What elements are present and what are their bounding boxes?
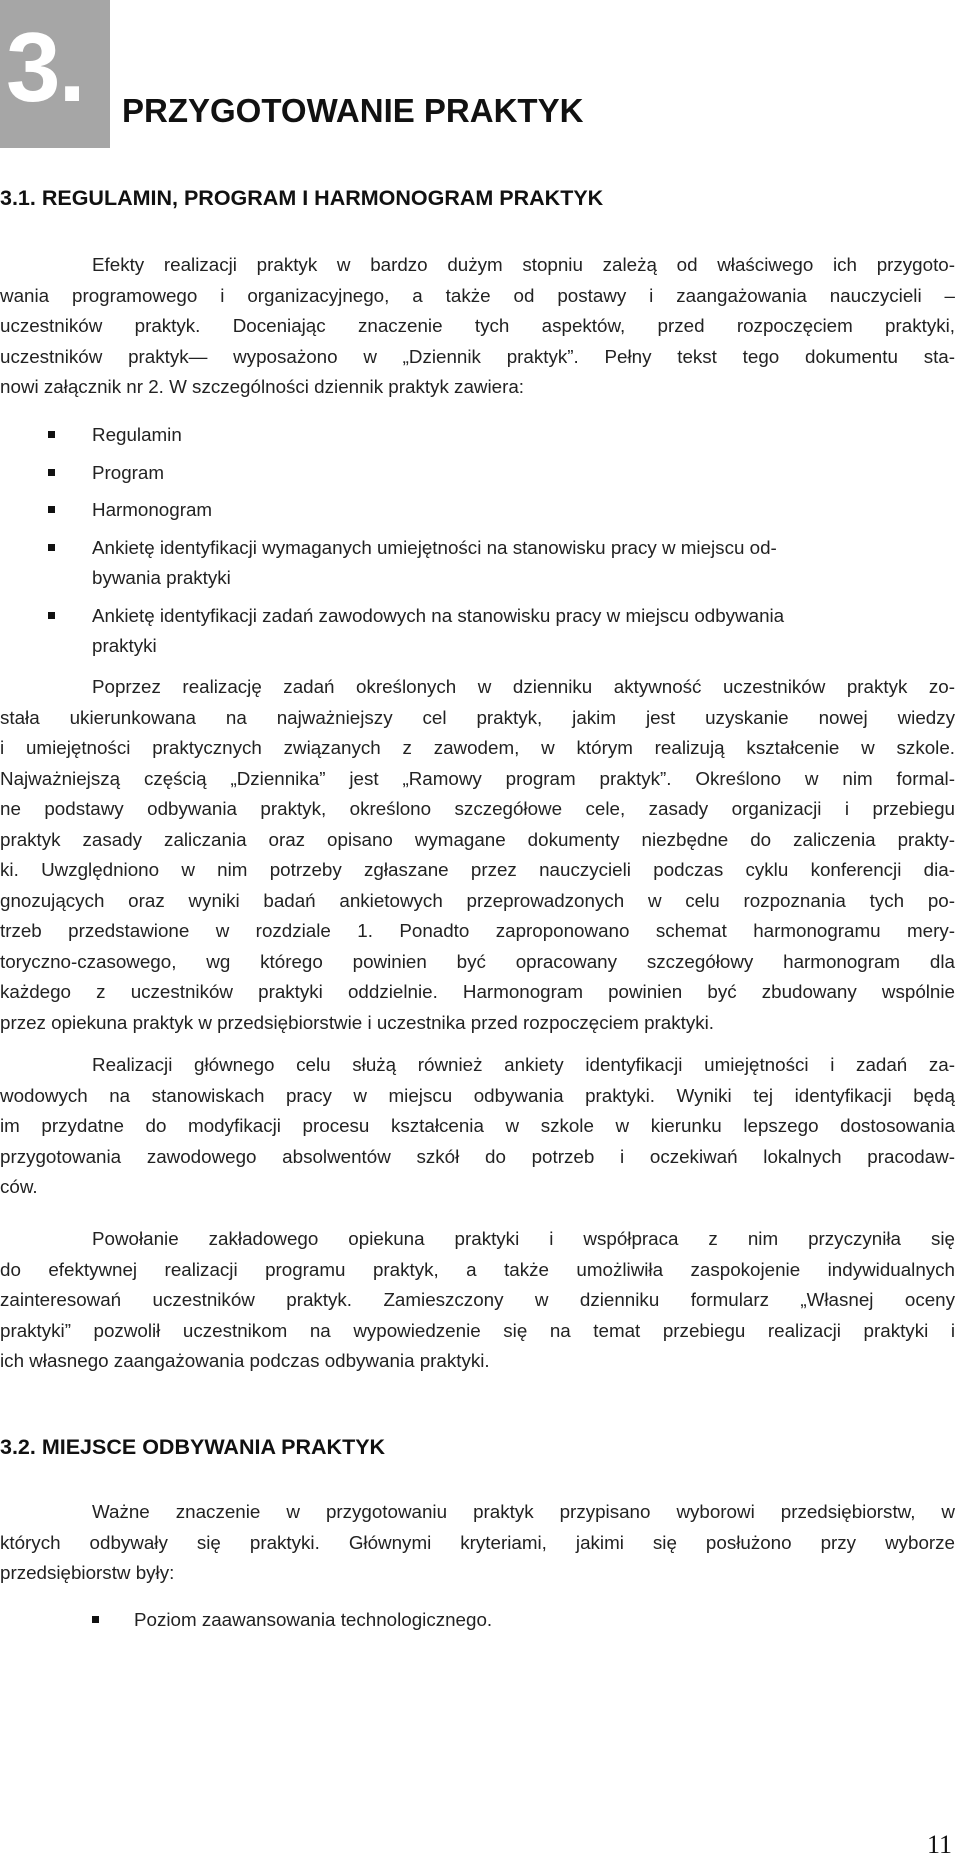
- section-heading-3-1: 3.1. REGULAMIN, PROGRAM I HARMONOGRAM PRAKTYK: [0, 186, 604, 210]
- list-item: Regulamin: [0, 420, 955, 451]
- list-item: Poziom zaawansowania technologicznego.: [0, 1605, 955, 1636]
- bullet-square-icon: [48, 544, 55, 551]
- bullet-square-icon: [48, 612, 55, 619]
- bullet-square-icon: [48, 506, 55, 513]
- page-number: 11: [926, 1830, 952, 1859]
- section2-paragraph-1: Ważne znaczenie w przygotowaniu praktyk przypisano wyborowi przedsiębiorstw, w których odbywały się praktyki. Głównymi kryteriami, jakimi się posłużono przy wyborze przedsiębiorstw były:: [0, 1501, 955, 1583]
- dziennik-contents-list: [0, 420, 955, 662]
- list-item: Ankietę identyfikacji wymaganych umiejętności na stanowisku pracy w miejscu od- bywania praktyki: [0, 533, 955, 594]
- bullet-square-icon: [48, 431, 55, 438]
- criteria-list: [0, 1605, 955, 1636]
- section-heading-3-2: 3.2. MIEJSCE ODBYWANIA PRAKTYK: [0, 1435, 386, 1459]
- chapter-title: PRZYGOTOWANIE PRAKTYK: [122, 92, 584, 129]
- section1-paragraph-2: Poprzez realizację zadań określonych w dzienniku aktywność uczestników praktyk zo- stała ukierunkowana na najważniejszy cel praktyk, jakim jest uzyskanie nowej wiedzy i umiejętności praktycznych związanych z zawodem, w którym realizują kształcenie w szkole. Najważniejszą częścią „Dziennika” jest „Ramowy program praktyk”. Określono w nim formal- ne podstawy odbywania praktyk, określono szczegółowe cele, zasady organizacji i przebiegu praktyk zasady zaliczania oraz opisano wymagane dokumenty niezbędne do zaliczenia prakty- ki. Uwzględniono w nim potrzeby zgłaszane przez nauczycieli podczas cyklu konferencji dia- gnozujących oraz wyniki badań ankietowych przeprowadzonych w celu rozpoznania tych po- trzeb przedstawione w rozdziale 1. Ponadto zaproponowano schemat harmonogramu mery- toryczno-czasowego, wg którego powinien być opracowany szczegółowy harmonogram dla każdego z uczestników praktyki oddzielnie. Harmonogram powinien być zbudowany wspólnie przez opiekuna praktyk w przedsiębiorstwie i uczestnika przed rozpoczęciem praktyki.: [0, 676, 955, 1033]
- bullet-square-icon: [48, 469, 55, 476]
- list-item: Program: [0, 458, 955, 489]
- bullet-square-icon: [92, 1616, 99, 1623]
- section1-paragraph-3: Realizacji głównego celu służą również ankiety identyfikacji umiejętności i zadań za- wodowych na stanowiskach pracy w miejscu odbywania praktyki. Wyniki tej identyfikacji będą im przydatne do modyfikacji procesu kształcenia w szkole w kierunku lepszego dostosowania przygotowania zawodowego absolwentów szkół do potrzeb i oczekiwań lokalnych pracodaw- ców.: [0, 1054, 955, 1197]
- list-item: Ankietę identyfikacji zadań zawodowych na stanowisku pracy w miejscu odbywania praktyki: [0, 601, 955, 662]
- chapter-number: 3.: [6, 12, 84, 122]
- list-item: Harmonogram: [0, 495, 955, 526]
- chapter-number-box: [0, 0, 110, 148]
- section1-intro-paragraph: Efekty realizacji praktyk w bardzo dużym stopniu zależą od właściwego ich przygoto- wania programowego i organizacyjnego, a także od postawy i zaangażowania nauczycieli – uczestników praktyk. Doceniając znaczenie tych aspektów, przed rozpoczęciem praktyki, uczestników praktyk— wyposażono w „Dziennik praktyk”. Pełny tekst tego dokumentu sta- nowi załącznik nr 2. W szczególności dziennik praktyk zawiera:: [0, 254, 955, 397]
- section1-paragraph-4: Powołanie zakładowego opiekuna praktyki i współpraca z nim przyczyniła się do efektywnej realizacji programu praktyk, a także umożliwiła zaspokojenie indywidualnych zainteresowań uczestników praktyk. Zamieszczony w dzienniku formularz „Własnej oceny praktyki” pozwolił uczestnikom na wypowiedzenie się na temat przebiegu realizacji praktyki i ich własnego zaangażowania podczas odbywania praktyki.: [0, 1228, 955, 1371]
